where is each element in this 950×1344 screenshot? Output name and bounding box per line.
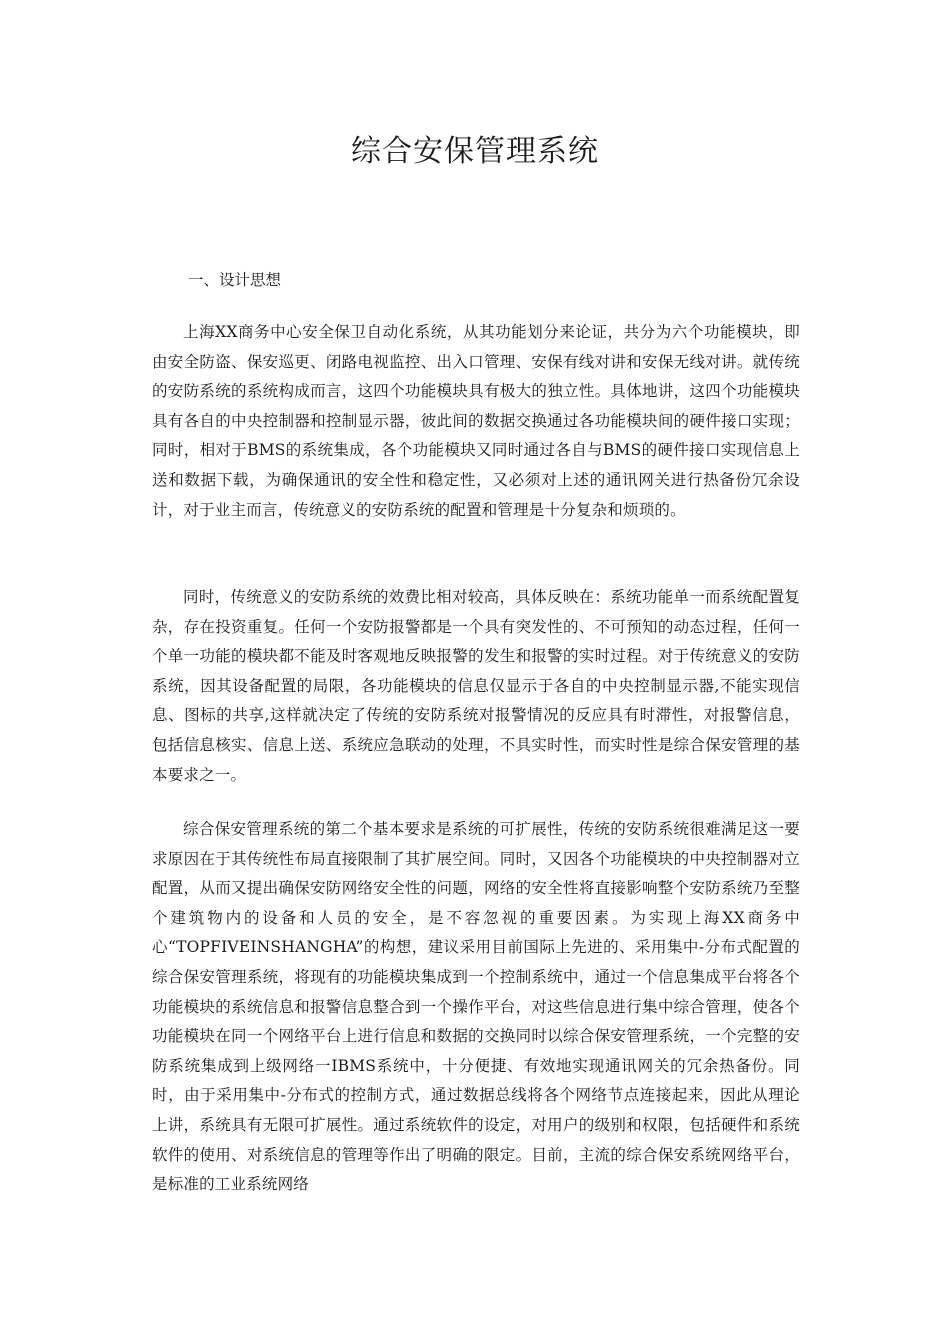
section-heading: 一、设计思想	[188, 271, 282, 289]
paragraph: 同时，传统意义的安防系统的效费比相对较高，具体反映在：系统功能单一而系统配置复杂，存在投资重复。任何一个安防报警都是一个具有突发性的、不可预知的动态过程，任何一个单一功能的模块都不能及时客观地反映报警的发生和报警的实时过程。对于传统意义的安防系统，因其设备配置的局限，各功能模块的信息仅显示于各自的中央控制显示器,不能实现信息、图标的共享,这样就决定了传统的安防系统对报警情况的反应具有时滞性，对报警信息，包括信息核实、信息上送、系统应急联动的处理，不具实时性，而实时性是综合保安管理的基本要求之一。	[152, 588, 800, 784]
paragraph: 综合保安管理系统的第二个基本要求是系统的可扩展性，传统的安防系统很难满足这一要求原因在于其传统性布局直接限制了其扩展空间。同时，又因各个功能模块的中央控制器对立配置，从而又提出确保安防网络安全性的问题，网络的安全性将直接影响整个安防系统乃至整个建筑物内的设备和人员的安全，是不容忽视的重要因素。为实现上海XX商务中心“TOPFIVEINSHANGHA”的构想，建议采用目前国际上先进的、采用集中-分布式配置的综合保安管理系统，将现有的功能模块集成到一个控制系统中，通过一个信息集成平台将各个功能模块的系统信息和报警信息整合到一个操作平台，对这些信息进行集中综合管理，使各个功能模块在同一个网络平台上进行信息和数据的交换同时以综合保安管理系统，一个完整的安防系统集成到上级网络一IBMS系统中，十分便捷、有效地实现通讯网关的冗余热备份。同时，由于采用集中-分布式的控制方式，通过数据总线将各个网络节点连接起来，因此从理论上讲，系统具有无限可扩展性。通过系统软件的设定，对用户的级别和权限，包括硬件和系统软件的使用、对系统信息的管理等作出了明确的限定。目前，主流的综合保安系统网络平台，是标准的工业系统网络	[152, 820, 800, 1194]
document-title: 综合安保管理系统	[351, 134, 599, 169]
paragraph: 上海XX商务中心安全保卫自动化系统，从其功能划分来论证，共分为六个功能模块，即由安全防盗、保安巡更、闭路电视监控、出入口管理、安保有线对讲和安保无线对讲。就传统的安防系统的系统构成而言，这四个功能模块具有极大的独立性。具体地讲，这四个功能模块具有各自的中央控制器和控制显示器，彼此间的数据交换通过各功能模块间的硬件接口实现；同时，相对于BMS的系统集成，各个功能模块又同时通过各自与BMS的硬件接口实现信息上送和数据下载，为确保通讯的安全性和稳定性，又必须对上述的通讯网关进行热备份冗余设计，对于业主而言，传统意义的安防系统的配置和管理是十分复杂和烦琐的。	[152, 323, 800, 519]
